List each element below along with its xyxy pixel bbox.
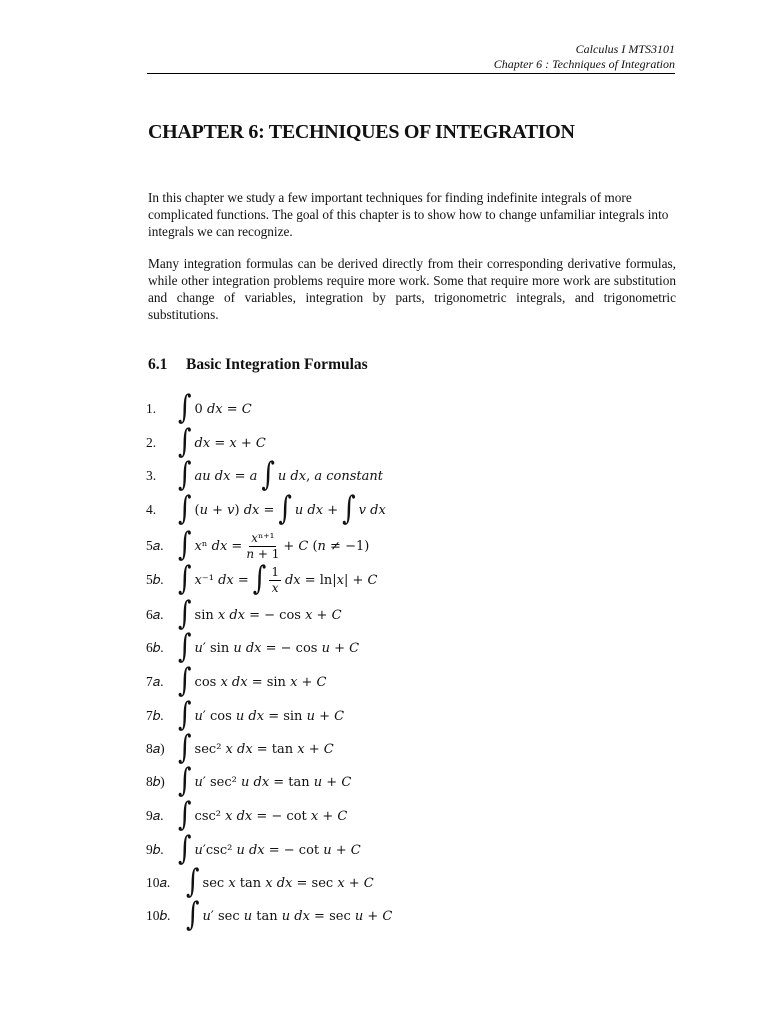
intro-paragraph: In this chapter we study a few important techniques for finding indefinite integrals of more complicated functions. The goal of this chapter is to show how to change unfamiliar integrals into integrals we can recognize. (148, 190, 669, 239)
integral-sign-icon: ∫ (178, 628, 192, 666)
integral-sign-icon: ∫ (178, 796, 192, 834)
integral-sign-icon: ∫ (186, 896, 200, 934)
formula-label: 9𝑏. (146, 842, 164, 857)
integral-sign-icon: ∫ (178, 456, 192, 494)
formula-5a (146, 526, 370, 564)
integral-sign-icon: ∫ (178, 389, 192, 427)
integral-sign-icon: ∫ (178, 423, 192, 461)
formula-label: 6𝑎. (146, 607, 164, 622)
formula-label: 8𝑎) (146, 741, 165, 756)
formula-label: 4. (146, 502, 157, 517)
formula-label: 3. (146, 468, 157, 483)
formula-label: 7𝑏. (146, 708, 164, 723)
chapter-title: CHAPTER 6: TECHNIQUES OF INTEGRATION (148, 121, 575, 143)
formula-9a (146, 796, 348, 834)
formula-right: 𝑑𝑥 = ln|𝑥| + 𝐶 (284, 572, 378, 588)
formula-8a (146, 729, 334, 767)
formula-expression: cos 𝑥 𝑑𝑥 = sin 𝑥 + 𝐶 (194, 674, 327, 690)
formula-expression: 𝑢′csc² 𝑢 𝑑𝑥 = − cot 𝑢 + 𝐶 (194, 842, 361, 858)
fraction-denominator: 𝑥 (271, 580, 279, 595)
formula-label: 9𝑎. (146, 808, 164, 823)
integral-sign-icon: ∫ (252, 560, 267, 598)
section-title: Basic Integration Formulas (186, 356, 368, 373)
integral-sign-icon: ∫ (178, 696, 192, 734)
formula-label: 8𝑏) (146, 774, 165, 789)
header-chapter: Chapter 6 : Techniques of Integration (493, 57, 675, 71)
formula-9b (146, 830, 361, 868)
formula-label: 10𝑎. (146, 875, 171, 890)
methods-paragraph: Many integration formulas can be derived directly from their corresponding derivative formulas, while other integration problems require more work. Some that require more work are substitution and change of variables, integration by parts, trigonometric integrals, and trigonometric substitutions. (148, 256, 676, 322)
formula-7b (146, 696, 345, 734)
formula-right: 𝑣 𝑑𝑥 (358, 502, 386, 518)
formula-left: 𝑥⁻¹ 𝑑𝑥 = (194, 572, 249, 588)
formula-expression: 𝑢′ sin 𝑢 𝑑𝑥 = − cos 𝑢 + 𝐶 (194, 640, 360, 656)
integral-sign-icon: ∫ (178, 560, 192, 598)
formula-left: (𝑢 + 𝑣) 𝑑𝑥 = (194, 502, 275, 518)
formula-left: 𝑎𝑢 𝑑𝑥 = 𝑎 (194, 468, 258, 484)
formula-expression: 0 𝑑𝑥 = 𝐶 (194, 401, 252, 417)
fraction-denominator: 𝑛 + 1 (246, 546, 280, 561)
formula-right: + 𝐶 (𝑛 ≠ −1) (283, 538, 370, 554)
formula-middle: 𝑢 𝑑𝑥 + (294, 502, 339, 518)
formula-label: 7𝑎. (146, 674, 164, 689)
formula-1 (146, 389, 252, 427)
header-course: Calculus I MTS3101 (575, 42, 675, 56)
formula-right: 𝑢 𝑑𝑥, 𝑎 𝑐𝑜𝑛𝑠𝑡𝑎𝑛𝑡 (277, 468, 383, 484)
fraction (269, 566, 281, 595)
formula-6b (146, 628, 360, 666)
formula-expression: sin 𝑥 𝑑𝑥 = − cos 𝑥 + 𝐶 (194, 607, 342, 623)
formula-label: 10𝑏. (146, 908, 171, 923)
formula-expression: sec² 𝑥 𝑑𝑥 = tan 𝑥 + 𝐶 (194, 741, 334, 757)
section-number: 6.1 (148, 356, 168, 373)
formula-expression: sec 𝑥 tan 𝑥 𝑑𝑥 = sec 𝑥 + 𝐶 (202, 875, 374, 891)
integral-sign-icon: ∫ (278, 490, 292, 528)
integral-sign-icon: ∫ (178, 595, 192, 633)
formula-6a (146, 595, 342, 633)
formula-label: 1. (146, 401, 157, 416)
formula-5b (146, 560, 378, 598)
formula-expression: csc² 𝑥 𝑑𝑥 = − cot 𝑥 + 𝐶 (194, 808, 348, 824)
integral-sign-icon: ∫ (178, 662, 192, 700)
formula-expression: 𝑢′ sec² 𝑢 𝑑𝑥 = tan 𝑢 + 𝐶 (194, 774, 352, 790)
fraction (246, 532, 279, 561)
formula-10a (146, 863, 374, 901)
running-header (494, 42, 675, 72)
integral-sign-icon: ∫ (178, 490, 192, 528)
header-rule (147, 73, 675, 74)
integral-sign-icon: ∫ (178, 729, 192, 767)
formula-8b (146, 762, 352, 800)
formula-label: 5𝑎. (146, 538, 164, 553)
formula-expression: 𝑢′ sec 𝑢 tan 𝑢 𝑑𝑥 = sec 𝑢 + 𝐶 (202, 908, 393, 924)
formula-expression: 𝑢′ cos 𝑢 𝑑𝑥 = sin 𝑢 + 𝐶 (194, 708, 345, 724)
formula-2 (146, 423, 266, 461)
fraction-numerator: 1 (271, 564, 279, 579)
formula-10b (146, 896, 393, 934)
formula-left: 𝑥ⁿ 𝑑𝑥 = (194, 538, 243, 554)
formula-label: 6𝑏. (146, 640, 164, 655)
integral-sign-icon: ∫ (261, 456, 275, 494)
formula-4 (146, 490, 386, 528)
integral-sign-icon: ∫ (178, 830, 192, 868)
integral-sign-icon: ∫ (178, 526, 192, 564)
fraction-numerator: 𝑥ⁿ⁺¹ (251, 530, 275, 545)
integral-sign-icon: ∫ (342, 490, 356, 528)
formula-7a (146, 662, 327, 700)
formula-label: 5𝑏. (146, 572, 164, 587)
integral-sign-icon: ∫ (186, 863, 200, 901)
formula-label: 2. (146, 435, 157, 450)
integral-sign-icon: ∫ (178, 762, 192, 800)
formula-3 (146, 456, 383, 494)
section-heading (148, 356, 368, 374)
formula-expression: 𝑑𝑥 = 𝑥 + 𝐶 (194, 435, 266, 451)
